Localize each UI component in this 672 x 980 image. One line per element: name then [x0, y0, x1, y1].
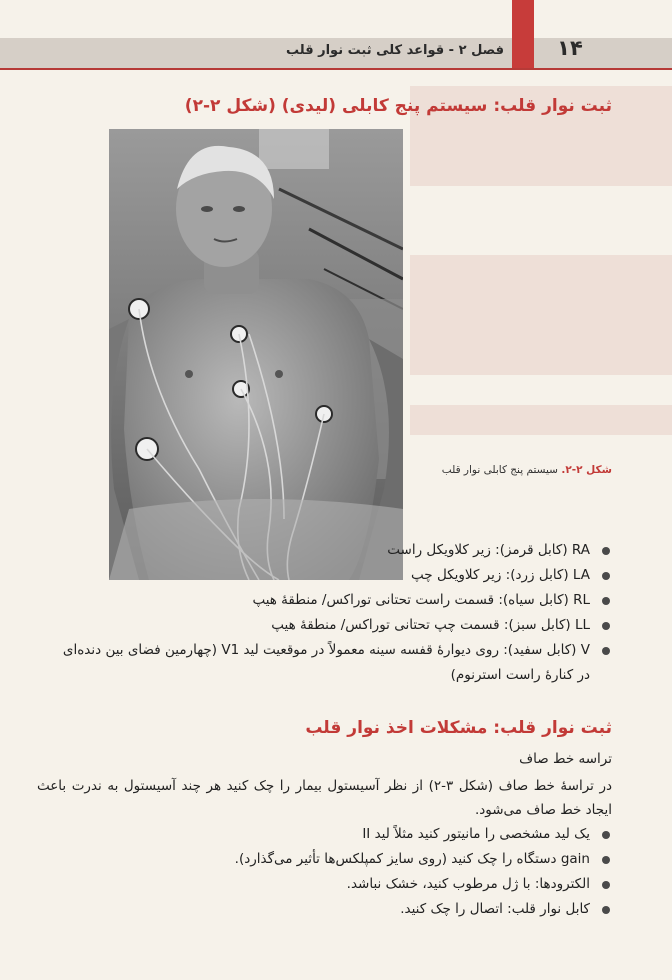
- figure-caption: [442, 464, 612, 476]
- troubleshooting-list: [52, 822, 612, 922]
- list-item: RA (کابل قرمز): زیر کلاویکل راست: [52, 538, 612, 563]
- list-item: LL (کابل سبز): قسمت چپ تحتانی توراکس/ منطقهٔ هیپ: [52, 613, 612, 638]
- page-number: ۱۴: [557, 36, 583, 60]
- list-item: V (کابل سفید): روی دیوارهٔ قفسه سینه معمولاً در موقعیت لید V1 (چهارمین فضای بین دنده‌ای در کنارهٔ راست استرنوم): [52, 638, 612, 688]
- flat-line-paragraph: در تراسهٔ خط صاف (شکل ۳-۲) از نظر آسیستول بیمار را چک کنید هر چند آسیستول به ندرت باعث ایجاد خط صاف می‌شود.: [37, 778, 613, 818]
- subheading-flat-line: تراسه خط صاف: [519, 751, 612, 767]
- bleed-through-band: [410, 255, 672, 375]
- lead-placement-list: [52, 538, 612, 688]
- list-item: یک لید مشخصی را مانیتور کنید مثلاً لید II: [52, 822, 612, 847]
- list-item: LA (کابل زرد): زیر کلاویکل چپ: [52, 563, 612, 588]
- patient-electrode-photo: [109, 129, 403, 580]
- list-item: الکترودها: با ژل مرطوب کنید، خشک نباشد.: [52, 872, 612, 897]
- list-item: RL (کابل سیاه): قسمت راست تحتانی توراکس/ منطقهٔ هیپ: [52, 588, 612, 613]
- section-heading-problems: ثبت نوار قلب: مشکلات اخذ نوار قلب: [305, 718, 612, 738]
- section-heading-five-lead: ثبت نوار قلب: سیستم پنج کابلی (لیدی) (شکل ۲-۲): [184, 96, 612, 116]
- list-item: کابل نوار قلب: اتصال را چک کنید.: [52, 897, 612, 922]
- header-accent-tab: [512, 0, 534, 68]
- list-item: gain دستگاه را چک کنید (روی سایز کمپلکس‌ها تأثیر می‌گذارد).: [52, 847, 612, 872]
- figure-label: شکل ۲-۲.: [561, 464, 612, 476]
- header-divider: [0, 68, 672, 70]
- bleed-through-band: [410, 405, 672, 435]
- figure-caption-text: سیستم پنج کابلی نوار قلب: [441, 464, 562, 476]
- chapter-title: فصل ۲ - قواعد کلی ثبت نوار قلب: [286, 43, 504, 58]
